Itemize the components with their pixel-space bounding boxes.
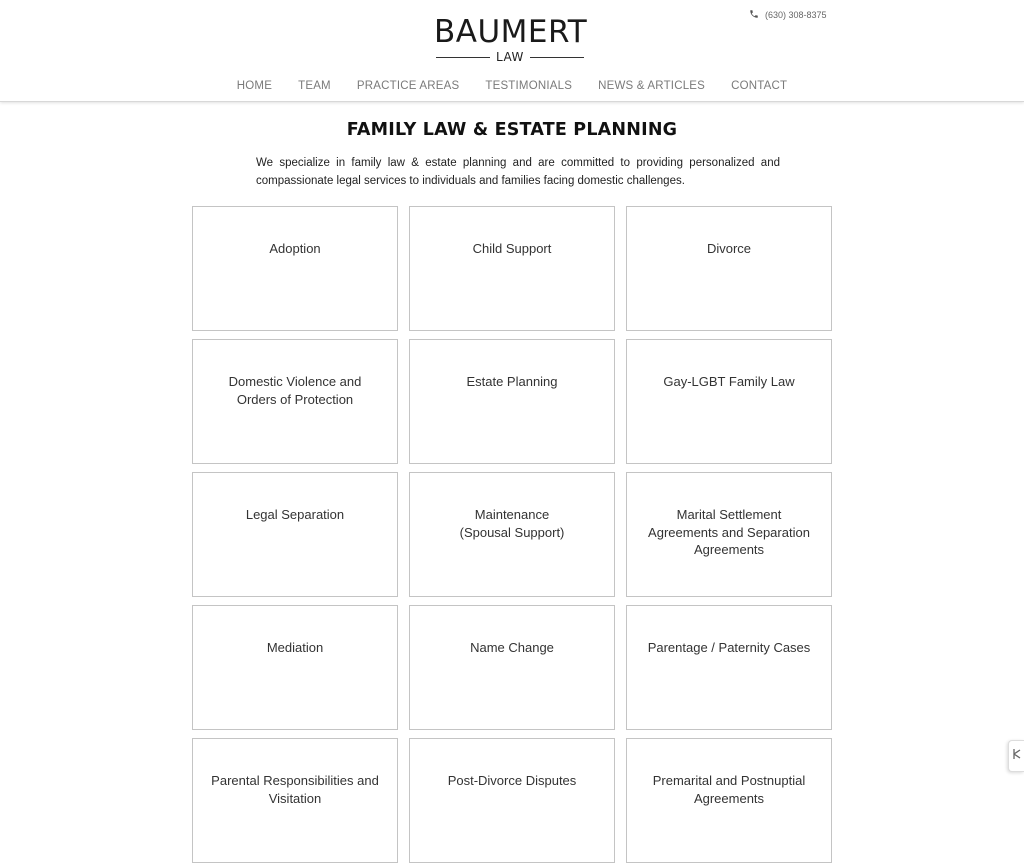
card-label: Parental Responsibilities and Visitation xyxy=(211,773,379,806)
accessibility-widget-button[interactable] xyxy=(1008,740,1024,772)
practice-card-legal-separation[interactable] xyxy=(192,472,398,597)
nav-testimonials[interactable]: TESTIMONIALS xyxy=(485,80,573,92)
card-label: Domestic Violence and Orders of Protection xyxy=(228,374,362,407)
nav-contact[interactable]: CONTACT xyxy=(731,80,788,92)
card-label: Child Support xyxy=(472,241,552,256)
practice-card-lgbt-family-law[interactable] xyxy=(626,339,832,464)
intro-paragraph: We specialize in family law & estate planning and are committed to providing personalized and compassionate legal services to individuals and families facing domestic challenges. xyxy=(256,157,780,187)
nav-news-articles[interactable]: NEWS & ARTICLES xyxy=(598,80,706,92)
card-label: Name Change xyxy=(470,640,554,655)
practice-card-mediation[interactable] xyxy=(192,605,398,730)
card-label: Legal Separation xyxy=(245,507,345,522)
phone-icon xyxy=(749,9,759,21)
practice-card-premarital[interactable] xyxy=(626,738,832,863)
practice-card-maintenance[interactable] xyxy=(409,472,615,597)
card-label: Divorce xyxy=(706,241,752,256)
practice-card-parental-responsibilities[interactable] xyxy=(192,738,398,863)
practice-card-parentage[interactable] xyxy=(626,605,832,730)
phone-contact[interactable] xyxy=(749,9,827,21)
card-label: Premarital and Postnuptial Agreements xyxy=(652,773,806,806)
nav-team[interactable]: TEAM xyxy=(298,80,331,92)
practice-card-estate-planning[interactable] xyxy=(409,339,615,464)
practice-card-child-support[interactable] xyxy=(409,206,615,331)
logo-wordmark: BAUMERT xyxy=(434,14,588,50)
practice-card-name-change[interactable] xyxy=(409,605,615,730)
logo-divider-left xyxy=(436,57,490,58)
phone-number[interactable]: (630) 308-8375 xyxy=(765,10,827,20)
card-label: Mediation xyxy=(266,640,324,655)
practice-area-grid xyxy=(192,206,832,863)
logo-divider-right xyxy=(530,57,584,58)
page-title: FAMILY LAW & ESTATE PLANNING xyxy=(346,120,678,140)
card-label: Parentage / Paternity Cases xyxy=(647,640,811,655)
practice-card-divorce[interactable] xyxy=(626,206,832,331)
practice-card-domestic-violence[interactable] xyxy=(192,339,398,464)
nav-practice-areas[interactable]: PRACTICE AREAS xyxy=(356,80,460,92)
card-label: Gay-LGBT Family Law xyxy=(663,374,795,389)
accessibility-widget-icon xyxy=(1012,747,1022,765)
site-header xyxy=(0,0,1024,102)
practice-card-post-divorce[interactable] xyxy=(409,738,615,863)
site-logo[interactable] xyxy=(434,14,586,64)
card-label: Marital Settlement Agreements and Separation Agreements xyxy=(648,507,810,557)
card-label: Maintenance (Spousal Support) xyxy=(459,507,565,540)
practice-card-adoption[interactable] xyxy=(192,206,398,331)
card-label: Adoption xyxy=(269,241,321,256)
card-label: Post-Divorce Disputes xyxy=(447,773,577,788)
logo-subtitle: LAW xyxy=(496,50,524,64)
nav-home[interactable]: HOME xyxy=(236,80,273,92)
card-label: Estate Planning xyxy=(466,374,558,389)
main-nav xyxy=(0,78,1024,94)
practice-card-marital-settlement[interactable] xyxy=(626,472,832,597)
